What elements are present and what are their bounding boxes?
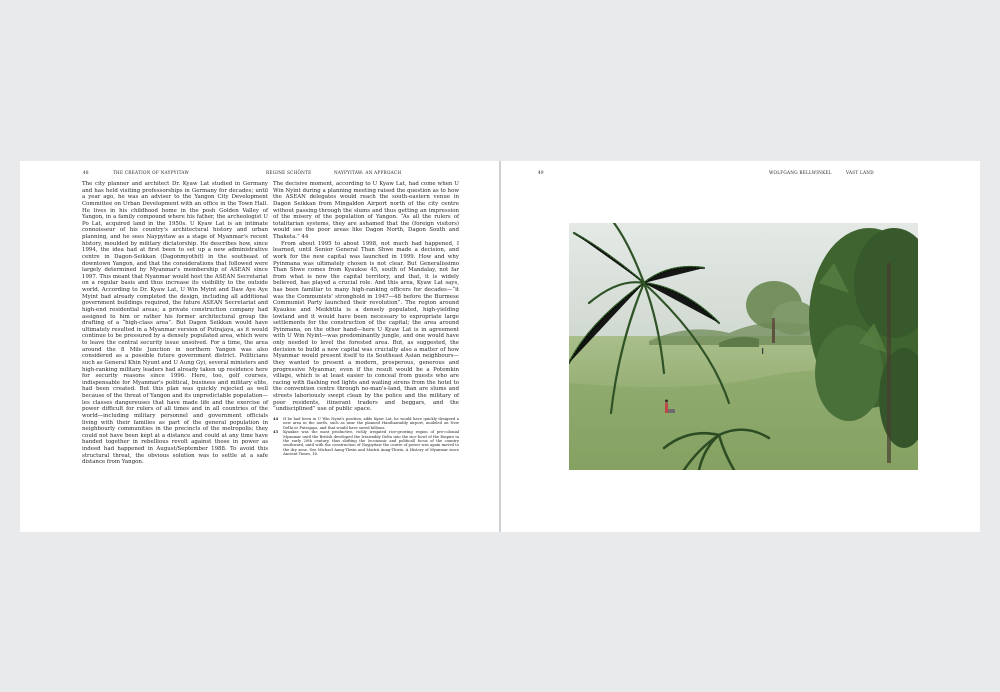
body-paragraph: The decisive moment, according to U Kyaw Lat, had come when U Win Nyint during a planning meeting raised the question as to how the ASEAN delegates would reach the south-eastern venue in Dagon Seikkan from Mingaldon Airport north of the city centre without passing through the slums and thus getting an impression of the misery of the population of Yangon. “As all the rulers of totalitarian systems, they are ashamed that the (foreign visitors) would see the poor areas like Dagon North, Dagon South and Thaketa.” 44 bbox=[273, 181, 459, 240]
golf-course-photograph bbox=[569, 223, 918, 470]
folio-right: 49 bbox=[538, 170, 544, 175]
footnote bbox=[273, 430, 459, 456]
body-paragraph: The city planner and architect Dr. Kyaw Lat studied in Germany and has held visiting professorships in Germany for decades; until a year ago, he was an adviser to the Yangon City Development Committee on Urban Development with an office in the Town Hall. He lives in his childhood home in the posh Golden Valley of Yangon, in a family compound where his father, the archeologist U Po Lat, acquired land in the 1950s. U Kyaw Lat is an intimate connoisseur of his country's architectural history and urban planning, and he sees Naypyitaw as a stage of Myanmar's recent history, moulded by military dictatorship. He describes how, since 1994, the idea had at first been to set up a new administrative centre in Dagon-Seikkan (Dagonmyothit) in the southeast of downtown Yangon, and that the considerations that followed were largely determined by Myanmar's membership of ASEAN since 1997. This meant that Nyanmar would host the ASEAN Secretariat on a regular basis and thus increase its visibility to the outside world. According to Dr. Kyaw Lat, U Win Myint and Daw Aye Aye Myint had already completed the design, including all additional government buildings required, the future ASEAN Secretariat and high-end residential areas; a private construction company had assigned to him or rather his former architectural group the drafting of a “high-class area”. But Dagon Seikkan would have ultimately resulted in a Myanmar version of Putrajaya, as it would continue to be pressured by a densely populated area, which were to leave the central security issue unsolved. For a time, the area around the 8 Mile Junction in northern Yangon was also considered as a possible future government district. Politicians such as General Khin Nyunt and U Aung Gyi, several ministers and high-ranking military leaders had already taken up residence here for security reasons since 1996. Here, too, golf courses, indispensable for Myanmar's political, business and military elite, had been created. But this plan was quickly rejected as well because of the threat of Yangon and its unpredictable population—les classes dangereuses that have made life and the exercise of power difficult for rulers of all times and in all countries of the world—including military personnel and government officials living with their families as part of the general population in neighbourly communities in the precincts of the metropolis; they could not have been kept at a distance and could at any time have banded together in rebellious revolt against those in power as indeed had happened in August/September 1988. To avoid this structural threat, the obvious solution was to settle at a safe distance from Yangon. bbox=[82, 181, 268, 466]
body-paragraph: From about 1995 to about 1998, not much had happened, I learned, until Senior General Than Shwe made a decision, and work for the new capital was launched in 1999. How and why Pyinmana was ultimately chosen is not clear. But Generalissimo Than Shwe comes from Kyaukse 45, south of Mandalay, not far from what is now the capital territory, and that, it is widely believed, has played a crucial role. And this area, Kyaw Lat says, has been familiar to many high-ranking officers for decades—“it was the Communists' stronghold in 1947—48 before the Burmese Communist Party launched their revolution”. The region around Kyaukse and Meikhtila is a densely populated, high-yielding lowland and it would have been necessary to expropriate large settlements for the construction of the capital; the area around Pyinmana, on the other hand—here U Kyaw Lat is in agreement with U Win Nyint—was predominantly jungle, and one would have only needed to level the forested area. But, as suggested, the decision to build a new capital was crucially also a matter of how Myanmar would present itself to its Southeast Asian neighbours—they wanted to present a modern, prosperous, generous and progressive Myanmar, even if the result would be a Potemkin village, which is at least easier to conceal from guests who are racing with flashing red lights and wailing sirens from the hotel to the convention centre through no-man's-land, than are slums and streets laboriously swept clean by the police and the military of poor residents, itinerant traders and beggars, and the “undisciplined” use of public space. bbox=[273, 240, 459, 413]
running-head-chapter: NAYPYITAW: AN APPROACH bbox=[334, 170, 402, 175]
footnote bbox=[273, 417, 459, 430]
text-column-1 bbox=[82, 181, 268, 466]
text-column-2 bbox=[273, 181, 459, 457]
footnote-number: 45 bbox=[273, 430, 279, 435]
left-page bbox=[20, 161, 499, 532]
footnote-text: If he had been in U Win Nyint's position, adds Kyaw Lat, he would have quickly designed a new area in the north, such as near the planned Hanthawaddy airport, modeled on New Delhi or Putrajaya, and that would have saved billions. bbox=[283, 416, 459, 430]
footnotes bbox=[273, 417, 459, 457]
running-head-book-title: THE CREATION OF NAYPYITAW bbox=[113, 170, 190, 175]
running-head-author: REGINE SCHÖNTE bbox=[266, 170, 312, 175]
right-page bbox=[501, 161, 980, 532]
running-head-title: VAST LAND bbox=[846, 170, 874, 175]
running-head-photographer: WOLFGANG BELLWINKEL bbox=[769, 170, 832, 175]
footnote-text: Kyaukse was the most productive, richly irrigated rice-growing region of pre-colonial Myanmar until the British developed the Irrawaddy Delta into the rice bowl of the Empire in the early 20th century, thus shifting the (economic and political) focus of the country southward, until with the construction of Naypyitaw the centre of power was again moved to the dry zone. See Michael Aung-Thwin and Maitrii Aung-Thwin, A History of Myanmar since Ancient Times, 16. bbox=[283, 430, 459, 457]
photograph-golf-course-icon bbox=[569, 223, 918, 470]
column-2-body bbox=[273, 181, 459, 413]
footnote-number: 44 bbox=[273, 416, 279, 421]
folio-left: 48 bbox=[83, 170, 89, 175]
